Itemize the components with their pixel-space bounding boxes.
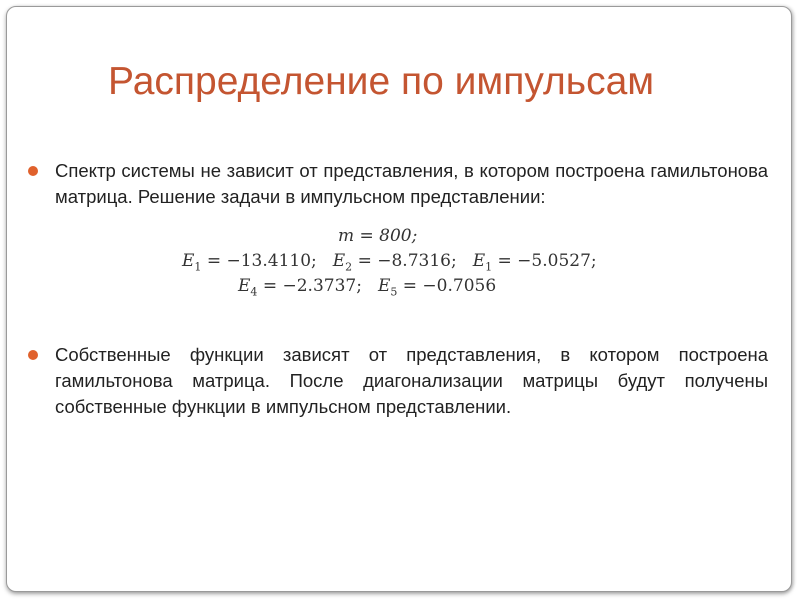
- energy-subscript: 2: [345, 260, 353, 274]
- math-energy-row-2: [238, 276, 496, 298]
- energy-value: = −5.0527;: [492, 251, 597, 271]
- bullet-dot-icon: [28, 166, 38, 176]
- slide-title: Распределение по импульсам: [108, 60, 655, 103]
- energy-subscript: 1: [194, 260, 202, 274]
- energy-symbol: E: [238, 276, 251, 296]
- energy-value: = −13.4110;: [201, 251, 317, 271]
- bullet-text-1: Спектр системы не зависит от представления, в котором построена гамильтонова матрица. Решение задачи в импульсном представлении:: [55, 160, 768, 207]
- math-m-text: m = 800;: [338, 226, 418, 246]
- math-energy-row-1: [182, 251, 597, 273]
- energy-symbol: E: [182, 251, 195, 271]
- energy-e1: [182, 251, 317, 274]
- energy-subscript: 5: [390, 285, 398, 299]
- energy-symbol: E: [332, 251, 346, 271]
- energy-value: = −8.7316;: [352, 251, 457, 271]
- energy-e3: [472, 251, 597, 274]
- energy-value: = −2.3737;: [257, 276, 362, 296]
- energy-symbol: E: [377, 276, 391, 296]
- energy-value: = −0.7056: [397, 276, 497, 296]
- energy-subscript: 1: [485, 260, 493, 274]
- energy-symbol: E: [472, 251, 486, 271]
- energy-e2: [332, 251, 457, 274]
- energy-e4: [238, 276, 362, 299]
- bullet-dot-icon: [28, 350, 38, 360]
- energy-subscript: 4: [250, 285, 258, 299]
- bullet-text-2: Собственные функции зависят от представления, в котором построена гамильтонова матрица. После диагонализации матрицы будут получены собственные функции в импульсном представлении.: [55, 344, 768, 417]
- energy-e5: [377, 276, 497, 299]
- math-m-value: [338, 226, 417, 246]
